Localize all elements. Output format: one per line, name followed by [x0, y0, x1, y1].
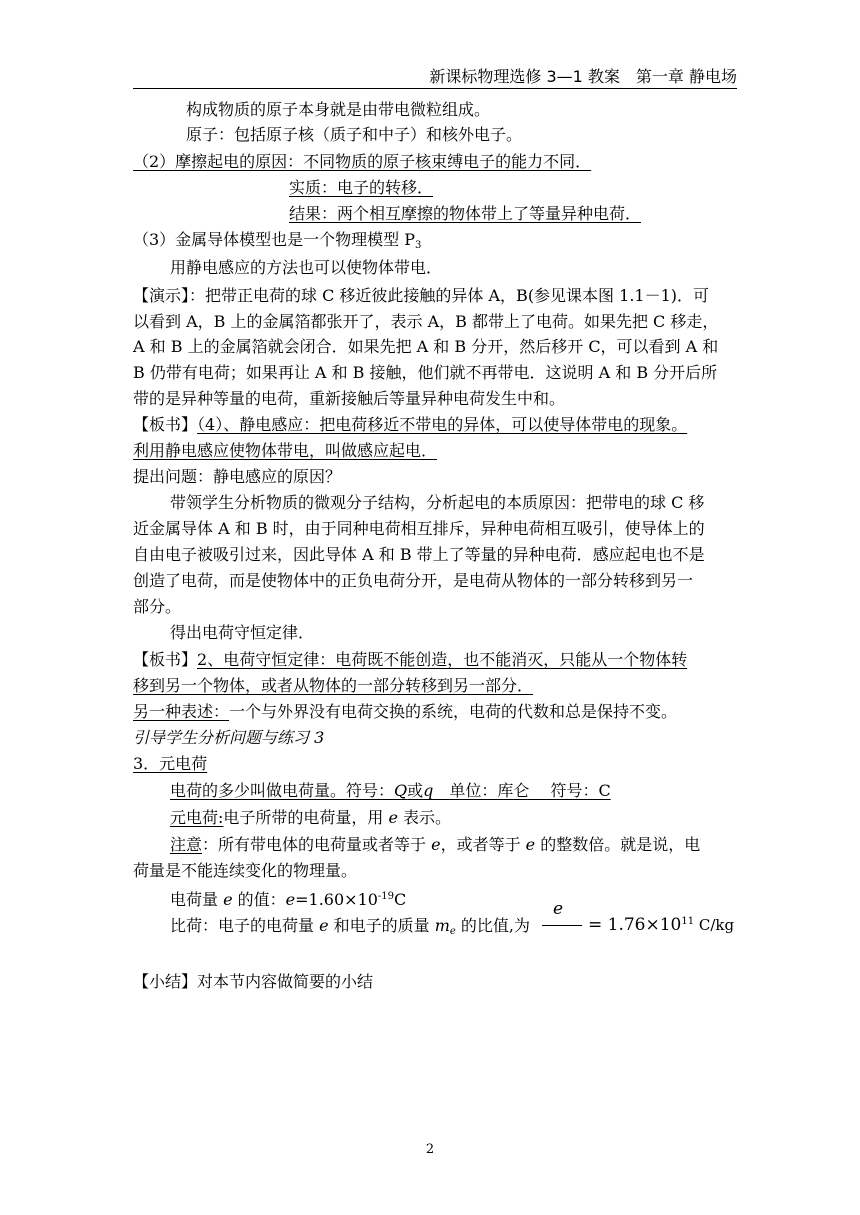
- text-line: 带的是异种等量的电荷，重新接触后等量异种电荷发生中和。: [133, 389, 566, 408]
- text-line: 以看到 A，B 上的金属箔都张开了，表示 A，B 都带上了电荷。如果先把 C 移走，: [133, 312, 719, 331]
- formula-segment: = 1.76×10: [588, 915, 682, 935]
- page-header: [133, 58, 737, 89]
- text-line: 结果：两个相互摩擦的物体带上了等量异种电荷．: [289, 204, 642, 223]
- text-segment: ，或者等于: [440, 835, 526, 854]
- page-number: 2: [425, 1142, 435, 1157]
- text-line: 自由电子被吸引过来，因此导体 A 和 B 带上了等量的异种电荷．感应起电也不是: [133, 545, 705, 564]
- text-segment: 的整数倍。就是说，电: [535, 835, 701, 854]
- symbol: e: [319, 916, 329, 935]
- text-line: 原子：包括原子核（质子和中子）和核外电子。: [186, 125, 523, 144]
- text-line: 【演示】：把带正电荷的球 C 移近彼此接触的异体 A，B(参见课本图 1.1－1)．可: [133, 286, 710, 305]
- text-segment: （3）金属导体模型也是一个物理模型 P: [133, 230, 416, 249]
- symbol: e: [431, 835, 441, 854]
- charge-to-mass-formula: [536, 899, 735, 945]
- fraction-bar: [542, 925, 582, 926]
- superscript: 11: [681, 916, 695, 927]
- text-line: A 和 B 上的金属箔就会闭合．如果先把 A 和 B 分开，然后移开 C，可以看到 A 和: [133, 337, 719, 356]
- text-line: 近金属导体 A 和 B 时，由于同种电荷相互排斥，异种电荷相互吸引，使导体上的: [133, 519, 705, 538]
- text-line: B 仍带有电荷；如果再让 A 和 B 接触，他们就不再带电．这说明 A 和 B 分开后所: [133, 363, 718, 382]
- subscript: 3: [415, 240, 422, 251]
- section-heading: 3．元电荷: [133, 754, 208, 773]
- text-line: 用静电感应的方法也可以使物体带电．: [170, 258, 443, 277]
- text-line: [133, 648, 687, 672]
- text-segment: 比荷：电子的电荷量: [170, 916, 320, 935]
- text-segment: 【板书】: [133, 415, 198, 434]
- text-segment: =1.60×10: [295, 890, 378, 909]
- text-segment: ：所有带电体的电荷量或者等于: [202, 835, 432, 854]
- text-segment: C: [394, 890, 407, 909]
- text-line: [170, 885, 406, 909]
- text-segment: 的比值,为: [455, 916, 531, 935]
- text-line: 利用静电感应使物体带电，叫做感应起电．: [133, 441, 438, 460]
- text-line: 移到另一个物体，或者从物体的一部分转移到另一部分．: [133, 676, 534, 695]
- text-line: 带领学生分析物质的微观分子结构，分析起电的本质原因：把带电的球 C 移: [170, 493, 705, 512]
- text-line: [133, 700, 677, 724]
- text-segment: 电荷的多少叫做电荷量。符号：: [170, 781, 395, 800]
- text-line: [170, 833, 700, 857]
- symbol: Q: [394, 781, 408, 800]
- text-segment: 另一种表述：: [133, 702, 230, 721]
- text-segment: 和电子的质量: [328, 916, 435, 935]
- text-line: 创造了电荷，而是使物体中的正负电荷分开，是电荷从物体的一部分转移到另一: [133, 571, 694, 590]
- text-segment: 电子所带的电荷量，用: [223, 808, 389, 827]
- text-segment: 电荷量: [170, 890, 224, 909]
- text-line: 构成物质的原子本身就是由带电微粒组成。: [186, 100, 491, 119]
- text-line: （2）摩擦起电的原因：不同物质的原子核束缚电子的能力不同．: [133, 152, 592, 171]
- superscript: -19: [377, 891, 395, 902]
- text-line: [170, 779, 611, 803]
- symbol: e: [525, 835, 536, 854]
- text-segment: 元电荷:: [170, 808, 224, 827]
- text-segment: 或: [407, 781, 424, 800]
- header-title: 新课标物理选修 3—1 教案 第一章 静电场: [429, 67, 737, 86]
- text-line: 实质：电子的转移．: [289, 178, 434, 197]
- text-segment: 注意: [170, 835, 203, 854]
- symbol: e: [285, 890, 296, 909]
- text-segment: 单位：库仑 符号：C: [433, 781, 611, 800]
- text-segment: 的值：: [232, 890, 286, 909]
- text-segment: （4）、静电感应：把电荷移近不带电的异体，可以使导体带电的现象。: [197, 415, 688, 434]
- subscript: e: [449, 926, 456, 937]
- text-line: 荷量是不能连续变化的物理量。: [133, 861, 358, 880]
- text-line: [133, 413, 687, 437]
- text-line: 部分。: [133, 597, 182, 616]
- text-line: 【小结】对本节内容做简要的小结: [133, 972, 374, 991]
- fraction-numerator: e: [553, 899, 564, 919]
- text-line: [170, 806, 451, 830]
- text-line: 得出电荷守恒定律．: [170, 623, 315, 642]
- symbol: e: [223, 890, 233, 909]
- text-segment: 2、电荷守恒定律：电荷既不能创造，也不能消灭，只能从一个物体转: [197, 650, 688, 669]
- symbol: m: [434, 916, 450, 935]
- symbol: q: [423, 781, 434, 800]
- text-segment: 表示。: [397, 808, 452, 827]
- formula-unit: C/kg: [694, 916, 735, 934]
- text-line: [170, 914, 530, 938]
- text-segment: 一个与外界没有电荷交换的系统，电荷的代数和总是保持不变。: [229, 702, 678, 721]
- text-segment: 【板书】: [133, 650, 198, 669]
- symbol: e: [388, 808, 398, 827]
- text-line: 引导学生分析问题与练习 3: [133, 728, 325, 747]
- formula-value: [588, 915, 734, 935]
- text-line: 提出问题：静电感应的原因？: [133, 467, 342, 486]
- text-line: [133, 228, 421, 252]
